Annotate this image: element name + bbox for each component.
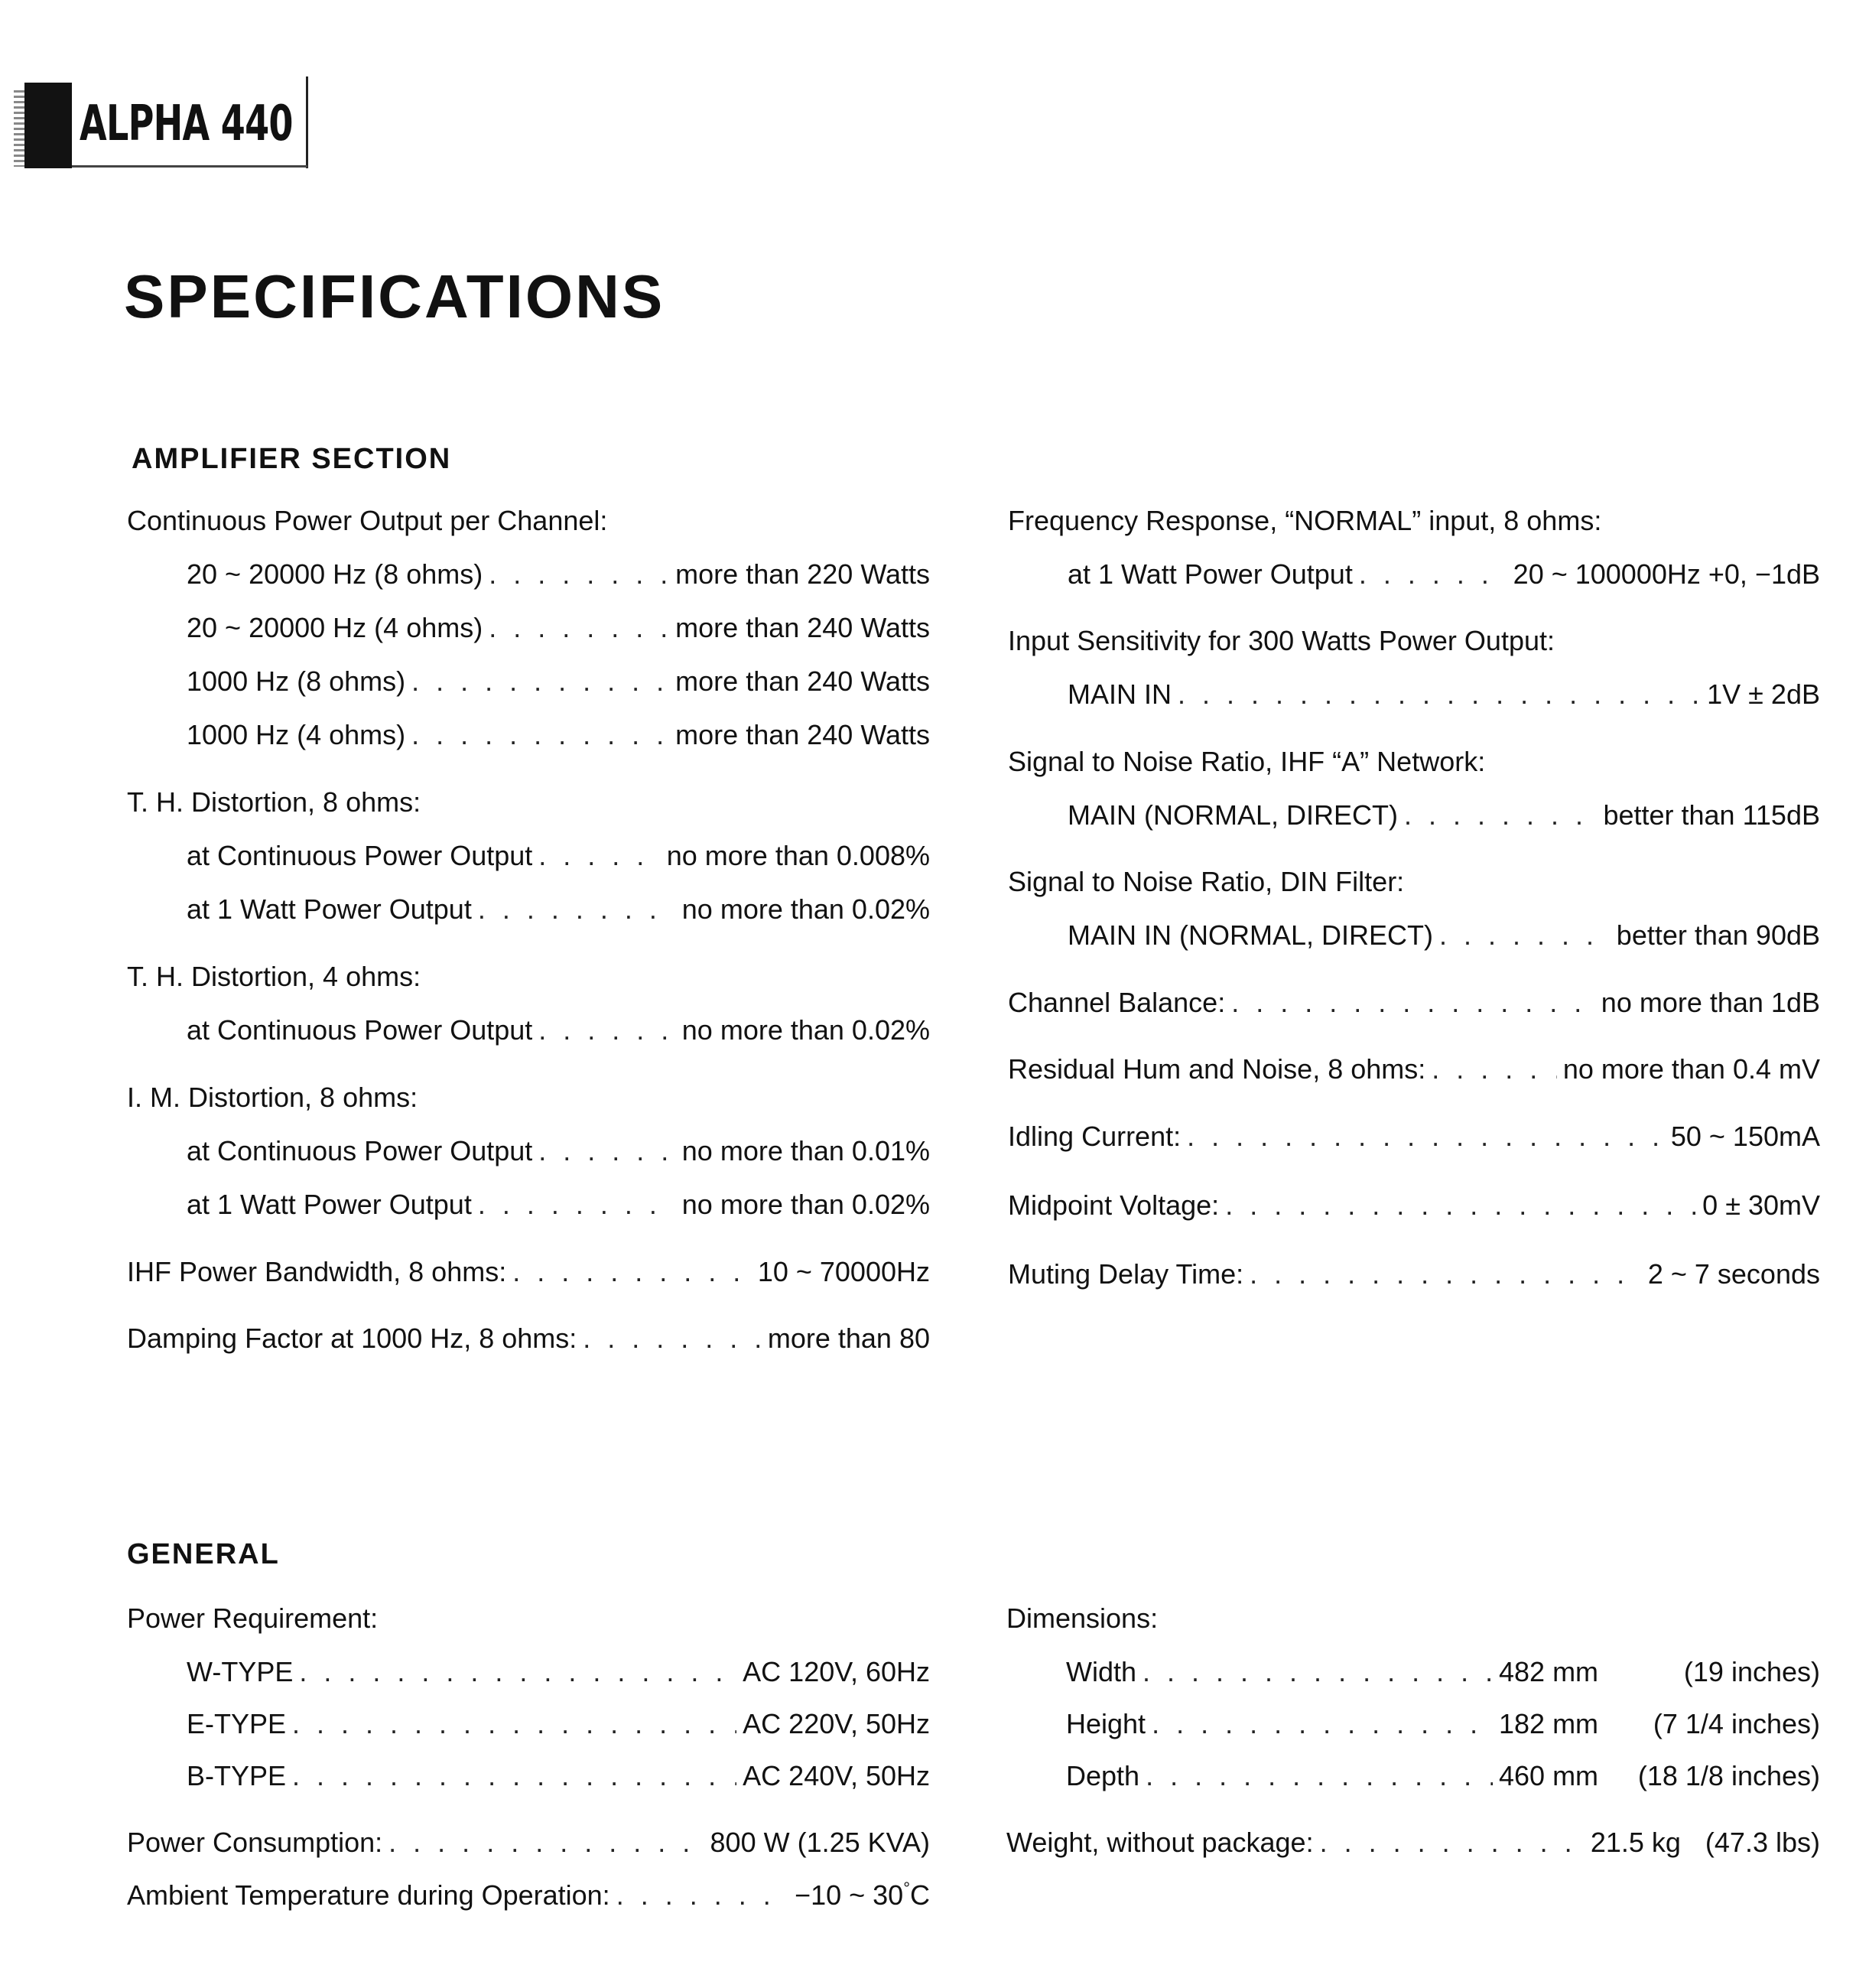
leader-dots: [1178, 675, 1701, 714]
leader-dots: [1143, 1652, 1493, 1692]
leader-dots: [1432, 1049, 1557, 1089]
spec-row-value-extra: (47.3 lbs): [1705, 1827, 1820, 1858]
leader-dots: [411, 715, 669, 755]
spec-row-label: W-TYPE: [187, 1656, 294, 1687]
spec-row-label: Ambient Temperature during Operation:: [127, 1879, 610, 1911]
spec-row-label: Idling Current:: [1008, 1121, 1182, 1152]
spec-row-value: no more than 0.02%: [681, 1014, 930, 1046]
leader-dots: [1231, 983, 1595, 1023]
spec-row-label: Midpoint Voltage:: [1008, 1189, 1220, 1221]
spec-row-residual-hum: [1008, 1049, 1820, 1089]
general-left-column: [127, 1599, 930, 1920]
spec-row-value-group: [1499, 1704, 1820, 1744]
spec-row-value-extra: (7 1/4 inches): [1653, 1708, 1820, 1739]
amplifier-right-column: [1008, 501, 1820, 1342]
general-right-column: [1006, 1599, 1820, 1920]
spec-label-continuous-power: Continuous Power Output per Channel:: [127, 505, 608, 536]
spec-row-value: 182 mm: [1499, 1708, 1599, 1739]
spec-label-freq-response: Frequency Response, “NORMAL” input, 8 ohms:: [1008, 505, 1602, 536]
spec-row-value: 50 ~ 150mA: [1670, 1121, 1820, 1152]
spec-row-power-consumption: [127, 1823, 930, 1863]
spec-row-value: more than 240 Watts: [675, 665, 930, 697]
spec-row-label: IHF Power Bandwidth, 8 ohms:: [127, 1256, 507, 1287]
leader-dots: [489, 608, 669, 648]
spec-row-value: 1V ± 2dB: [1707, 678, 1820, 710]
leader-dots: [1404, 796, 1597, 835]
spec-row-value: [795, 1876, 930, 1915]
spec-row-ambient-temperature: [127, 1876, 930, 1915]
leader-dots: [538, 1010, 676, 1050]
leader-dots: [616, 1876, 788, 1915]
spec-row-label: 20 ~ 20000 Hz (4 ohms): [187, 612, 483, 643]
spec-label-dimensions: Dimensions:: [1006, 1602, 1159, 1634]
spec-row-label: Muting Delay Time:: [1008, 1258, 1244, 1290]
spec-row-label: at 1 Watt Power Output: [187, 1189, 472, 1220]
spec-row: [187, 1756, 930, 1796]
spec-row-label: MAIN IN: [1068, 678, 1172, 710]
leader-dots: [1439, 916, 1611, 955]
spec-row-channel-balance: [1008, 983, 1820, 1023]
spec-label-thd-4: T. H. Distortion, 4 ohms:: [127, 961, 421, 992]
leader-dots: [292, 1704, 736, 1744]
spec-row-weight: [1006, 1823, 1820, 1863]
spec-row-value: 21.5 kg: [1590, 1827, 1681, 1858]
spec-label-snr-ihf: Signal to Noise Ratio, IHF “A” Network:: [1008, 746, 1486, 777]
spec-row-label: Residual Hum and Noise, 8 ohms:: [1008, 1053, 1426, 1085]
leader-dots: [1187, 1117, 1665, 1157]
spec-row-label: MAIN (NORMAL, DIRECT): [1068, 799, 1398, 831]
spec-row: [187, 890, 930, 929]
spec-row-label: MAIN IN (NORMAL, DIRECT): [1068, 919, 1434, 951]
spec-row: [1068, 916, 1820, 955]
spec-row-value: more than 220 Watts: [675, 558, 930, 590]
leader-dots: [1359, 555, 1507, 594]
spec-row: [187, 836, 930, 876]
spec-row-value-extra: (18 1/8 inches): [1637, 1760, 1820, 1791]
spec-row: [1066, 1756, 1820, 1796]
spec-row-label: at Continuous Power Output: [187, 1135, 533, 1166]
spec-row: [187, 555, 930, 594]
spec-row-value-group: [1591, 1823, 1820, 1863]
spec-label-snr-din: Signal to Noise Ratio, DIN Filter:: [1008, 866, 1405, 897]
spec-row-label: 1000 Hz (4 ohms): [187, 719, 406, 750]
spec-row-value: no more than 0.01%: [681, 1135, 930, 1166]
spec-row: [1066, 1704, 1820, 1744]
leader-dots: [512, 1252, 752, 1292]
spec-row-value-group: [1499, 1652, 1820, 1692]
spec-row-value: no more than 0.02%: [681, 1189, 930, 1220]
leader-dots: [1320, 1823, 1585, 1863]
spec-row-ihf-bandwidth: [127, 1252, 930, 1292]
spec-row-value: AC 240V, 50Hz: [743, 1760, 930, 1791]
spec-row-label: 20 ~ 20000 Hz (8 ohms): [187, 558, 483, 590]
leader-dots: [583, 1319, 762, 1358]
degree-symbol: °: [903, 1879, 910, 1898]
spec-label-power-requirement: Power Requirement:: [127, 1602, 379, 1634]
leader-dots: [299, 1652, 736, 1692]
spec-row: [187, 1185, 930, 1225]
spec-row: [187, 1131, 930, 1171]
spec-row-value: 0 ± 30mV: [1702, 1189, 1820, 1221]
spec-row-value: 2 ~ 7 seconds: [1647, 1258, 1820, 1290]
leader-dots: [538, 836, 660, 876]
spec-row: [1068, 796, 1820, 835]
spec-row-value: no more than 0.02%: [681, 893, 930, 925]
spec-row-label: B-TYPE: [187, 1760, 287, 1791]
spec-row-muting-delay: [1008, 1254, 1820, 1294]
spec-row-label: 1000 Hz (8 ohms): [187, 665, 406, 697]
spec-row-label: at 1 Watt Power Output: [1068, 558, 1353, 590]
leader-dots: [489, 555, 669, 594]
spec-row-value: 10 ~ 70000Hz: [757, 1256, 930, 1287]
leader-dots: [1146, 1756, 1493, 1796]
general-section-heading: GENERAL: [127, 1538, 280, 1570]
page-title: SPECIFICATIONS: [124, 262, 665, 330]
spec-row-value: more than 240 Watts: [675, 612, 930, 643]
spec-label-thd-8: T. H. Distortion, 8 ohms:: [127, 786, 421, 818]
spec-row-value-extra: (19 inches): [1683, 1656, 1820, 1687]
spec-row-label: at Continuous Power Output: [187, 1014, 533, 1046]
spec-row-value: better than 90dB: [1616, 919, 1820, 951]
spec-row: [187, 1652, 930, 1692]
leader-dots: [1152, 1704, 1493, 1744]
spec-row-value: 20 ~ 100000Hz +0, −1dB: [1513, 558, 1820, 590]
spec-row-label: Power Consumption:: [127, 1827, 383, 1858]
spec-row-label: Weight, without package:: [1006, 1827, 1314, 1858]
spec-label-imd-8: I. M. Distortion, 8 ohms:: [127, 1082, 418, 1113]
spec-row-idling-current: [1008, 1117, 1820, 1157]
temperature-unit: C: [910, 1879, 930, 1911]
spec-row-label: at Continuous Power Output: [187, 840, 533, 871]
spec-row-damping: [127, 1319, 930, 1358]
spec-row-value: 800 W (1.25 KVA): [710, 1827, 930, 1858]
spec-row-value: no more than 0.4 mV: [1562, 1053, 1820, 1085]
leader-dots: [538, 1131, 676, 1171]
spec-row: [187, 1010, 930, 1050]
spec-row-value: better than 115dB: [1603, 799, 1820, 831]
logo-rule-horizontal: [72, 165, 307, 168]
spec-row-midpoint-voltage: [1008, 1186, 1820, 1225]
leader-dots: [478, 890, 676, 929]
temperature-range: −10 ~ 30: [795, 1879, 904, 1911]
leader-dots: [1225, 1186, 1696, 1225]
leader-dots: [411, 662, 669, 701]
leader-dots: [388, 1823, 704, 1863]
spec-row: [1068, 555, 1820, 594]
logo-bar-mark: [24, 83, 72, 168]
spec-row-value: AC 220V, 50Hz: [743, 1708, 930, 1739]
spec-row-value: 482 mm: [1499, 1656, 1599, 1687]
spec-row-label: E-TYPE: [187, 1708, 287, 1739]
spec-row-label: Damping Factor at 1000 Hz, 8 ohms:: [127, 1323, 577, 1354]
spec-row-label: Height: [1066, 1708, 1146, 1739]
spec-row: [187, 1704, 930, 1744]
spec-row-value: AC 120V, 60Hz: [743, 1656, 930, 1687]
spec-row-value: no more than 1dB: [1601, 987, 1820, 1018]
spec-row: [187, 715, 930, 755]
spec-row-label: Depth: [1066, 1760, 1140, 1791]
leader-dots: [292, 1756, 736, 1796]
spec-row-value-group: [1499, 1756, 1820, 1796]
spec-label-input-sensitivity: Input Sensitivity for 300 Watts Power Output:: [1008, 625, 1555, 656]
spec-row: [187, 662, 930, 701]
spec-row-label: at 1 Watt Power Output: [187, 893, 472, 925]
spec-row-label: Width: [1066, 1656, 1137, 1687]
logo-text: ALPHA 440: [80, 96, 293, 152]
amplifier-left-column: [127, 501, 930, 1381]
logo-rule-vertical: [306, 76, 308, 168]
spec-row-label: Channel Balance:: [1008, 987, 1226, 1018]
spec-row-value: more than 240 Watts: [675, 719, 930, 750]
leader-dots: [1250, 1254, 1642, 1294]
amplifier-section-heading: AMPLIFIER SECTION: [132, 443, 452, 475]
spec-row-value: more than 80: [767, 1323, 930, 1354]
spec-row: [1068, 675, 1820, 714]
spec-row: [1066, 1652, 1820, 1692]
leader-dots: [478, 1185, 676, 1225]
spec-row: [187, 608, 930, 648]
spec-row-value: no more than 0.008%: [666, 840, 930, 871]
spec-row-value: 460 mm: [1499, 1760, 1599, 1791]
